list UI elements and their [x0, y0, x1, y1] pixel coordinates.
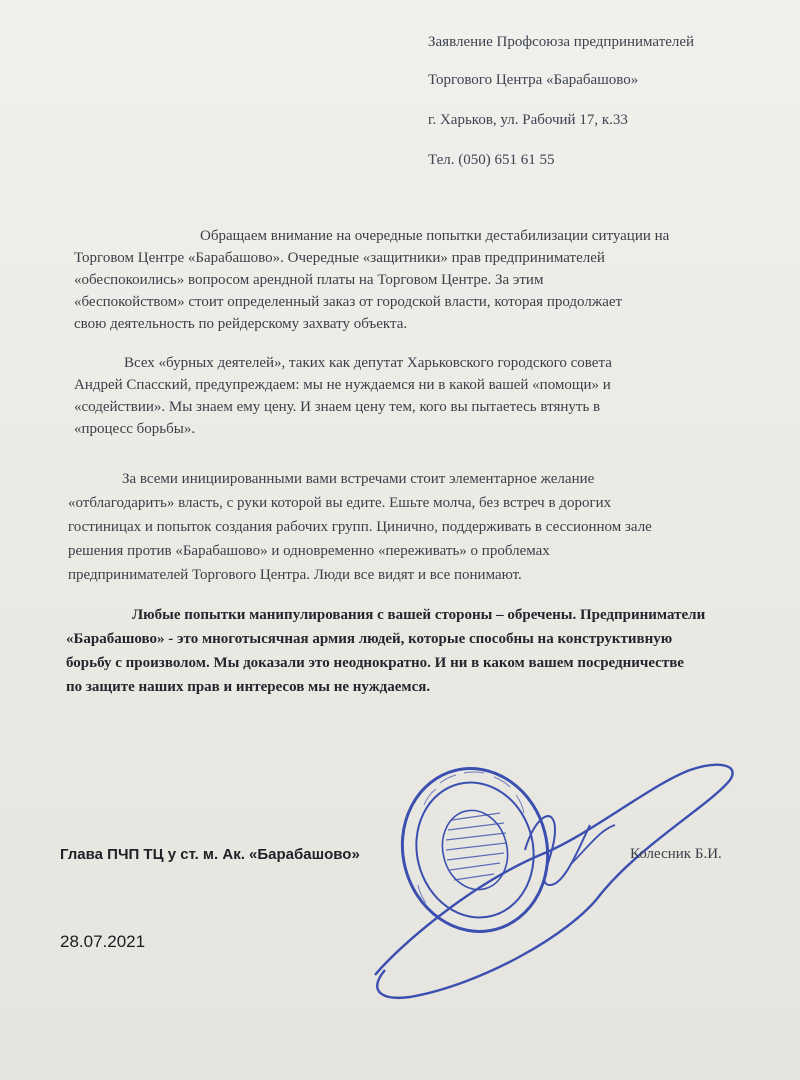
paragraph-line: свою деятельность по рейдерскому захвату объекта. — [74, 316, 408, 332]
paragraph-line: «беспокойством» стоит определенный заказ от городской власти, которая продолжает — [74, 294, 623, 310]
paragraph-line: «Барабашово» - это многотысячная армия людей, которые способны на конструктивную — [66, 631, 673, 647]
seal-stamp — [340, 735, 760, 1015]
paragraph-line: Обращаем внимание на очередные попытки дестабилизации ситуации на — [200, 228, 670, 244]
paragraph-line: «процесс борьбы». — [74, 421, 196, 437]
header-organization: Торгового Центра «Барабашово» — [428, 72, 639, 88]
paragraph-line: решения против «Барабашово» и одновременно «переживать» о проблемах — [68, 543, 550, 559]
paragraph-line: За всеми инициированными вами встречами стоит элементарное желание — [122, 471, 595, 487]
signature-name: Колесник Б.И. — [630, 846, 722, 862]
paragraph-line: Любые попытки манипулирования с вашей стороны – обречены. Предприниматели — [132, 607, 706, 623]
paragraph-line: «отблагодарить» власть, с руки которой вы едите. Ешьте молча, без встреч в дорогих — [68, 495, 612, 511]
header-phone: Тел. (050) 651 61 55 — [428, 152, 555, 168]
paragraph-line: Торговом Центре «Барабашово». Очередные «защитники» прав предпринимателей — [74, 250, 605, 266]
document-date: 28.07.2021 — [60, 932, 146, 951]
paragraph-line: предпринимателей Торгового Центра. Люди все видят и все понимают. — [68, 567, 522, 583]
paragraph-line: «содействии». Мы знаем ему цену. И знаем цену тем, кого вы пытаетесь втянуть в — [74, 399, 601, 415]
paragraph-line: «обеспокоились» вопросом арендной платы на Торговом Центре. За этим — [74, 272, 544, 288]
paragraph-line: гостиницах и попыток создания рабочих групп. Цинично, поддерживать в сессионном зале — [68, 519, 652, 535]
header-title: Заявление Профсоюза предпринимателей — [428, 34, 695, 50]
paragraph-line: по защите наших прав и интересов мы не нуждаемся. — [66, 679, 431, 695]
paragraph-line: борьбу с произволом. Мы доказали это неоднократно. И ни в каком вашем посредничестве — [66, 655, 684, 671]
paragraph-line: Андрей Спасский, предупреждаем: мы не нуждаемся ни в какой вашей «помощи» и — [74, 377, 611, 393]
paragraph-line: Всех «бурных деятелей», таких как депутат Харьковского городского совета — [124, 355, 612, 371]
header-address: г. Харьков, ул. Рабочий 17, к.33 — [428, 112, 628, 128]
signature-position: Глава ПЧП ТЦ у ст. м. Ак. «Барабашово» — [60, 846, 360, 863]
